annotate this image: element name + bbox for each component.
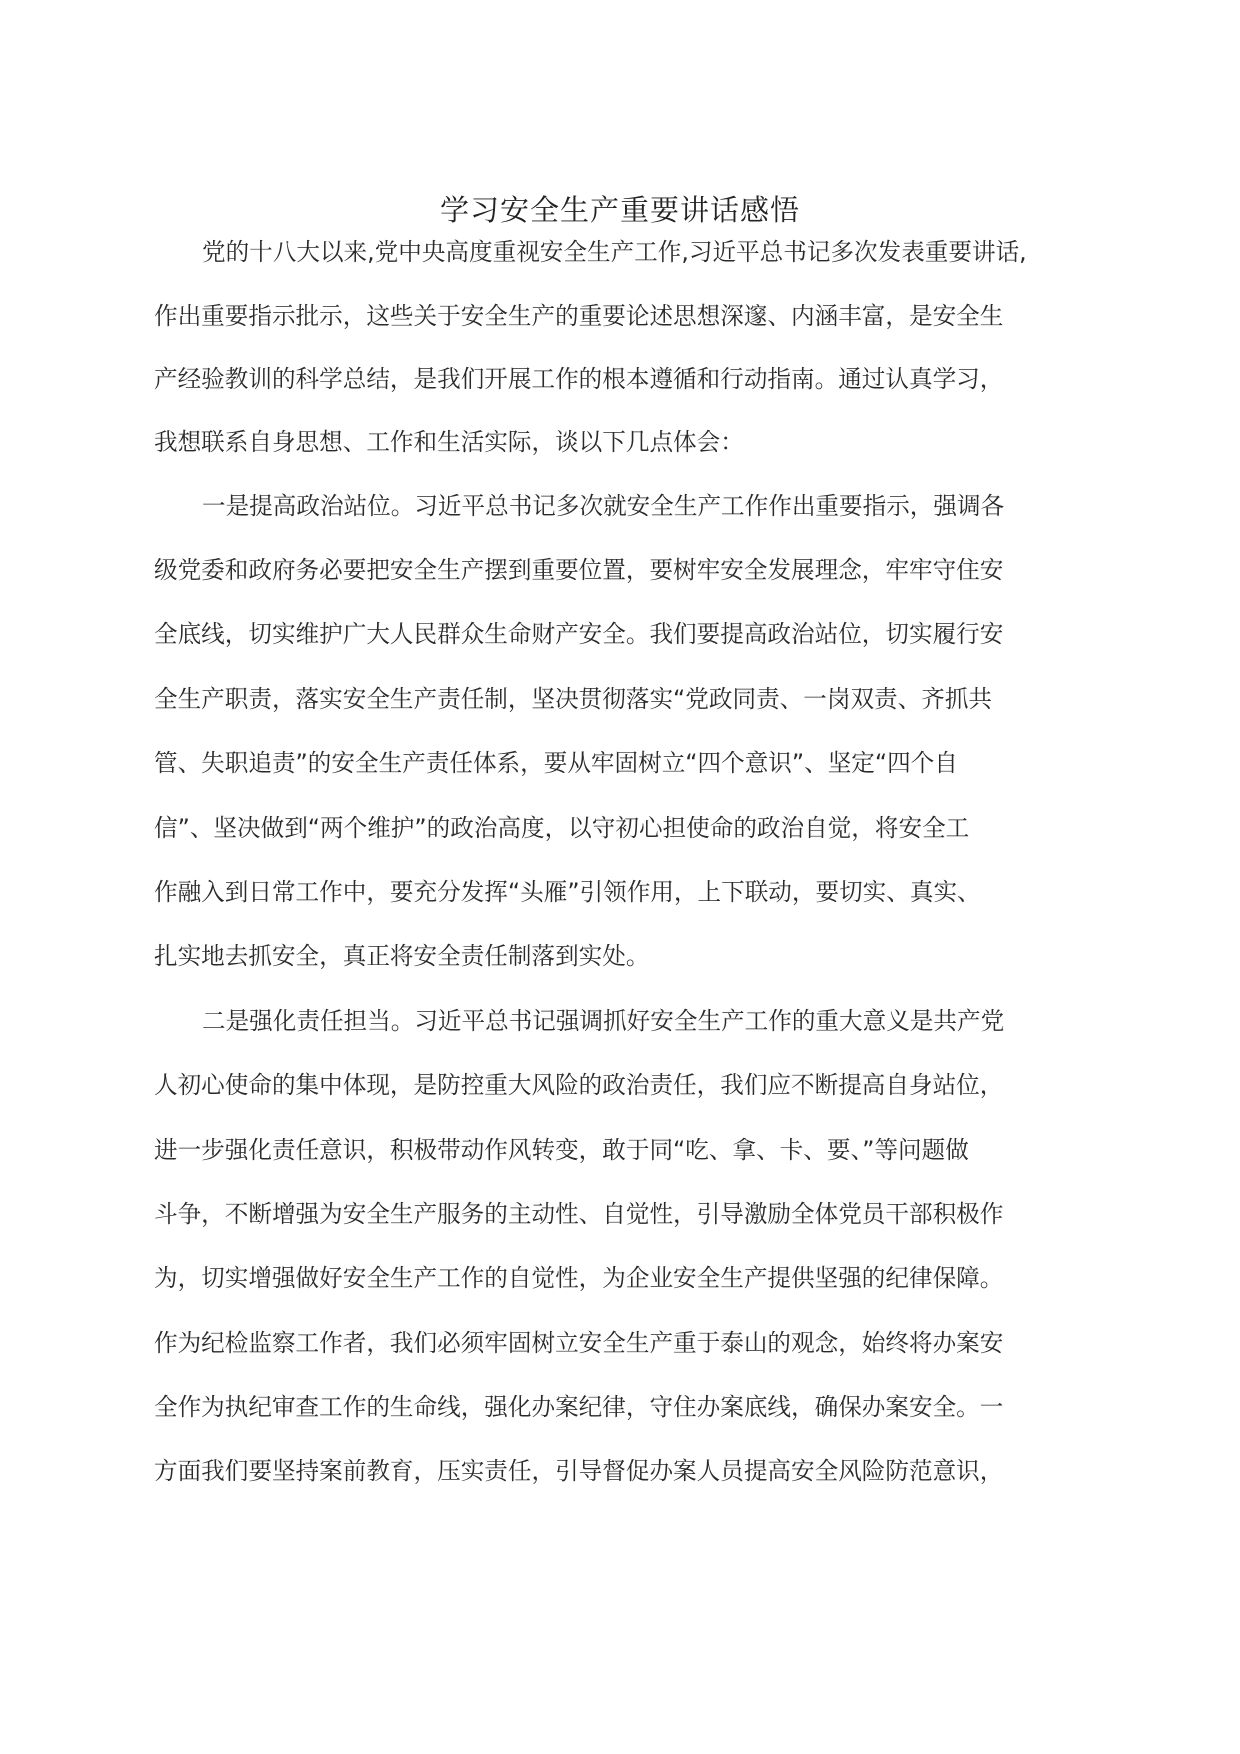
text-line: 信”、坚决做到“两个维护”的政治高度，以守初心担使命的政治自觉，将安全工: [154, 814, 970, 842]
text-line: 斗争，不断增强为安全生产服务的主动性、自觉性，引导激励全体党员干部积极作: [154, 1200, 1004, 1228]
text-line: 级党委和政府务必要把安全生产摆到重要位置，要树牢安全发展理念，牢牢守住安: [154, 556, 1004, 584]
document-title: 学习安全生产重要讲话感悟: [439, 193, 800, 227]
text-line: 一是提高政治站位。习近平总书记多次就安全生产工作作出重要指示，强调各: [202, 492, 1005, 520]
text-line: 产经验教训的科学总结，是我们开展工作的根本遵循和行动指南。通过认真学习，: [154, 365, 1004, 393]
text-line: 作出重要指示批示，这些关于安全生产的重要论述思想深邃、内涵丰富，是安全生: [154, 302, 1004, 330]
text-line: 作为纪检监察工作者，我们必须牢固树立安全生产重于泰山的观念，始终将办案安: [154, 1329, 1004, 1357]
text-line: 全生产职责，落实安全生产责任制，坚决贯彻落实“党政同责、一岗双责、齐抓共: [154, 685, 993, 713]
text-line: 二是强化责任担当。习近平总书记强调抓好安全生产工作的重大意义是共产党: [202, 1007, 1005, 1035]
text-line: 全作为执纪审查工作的生命线，强化办案纪律，守住办案底线，确保办案安全。一: [154, 1393, 1004, 1421]
text-line: 扎实地去抓安全，真正将安全责任制落到实处。: [154, 942, 650, 970]
text-line: 为，切实增强做好安全生产工作的自觉性，为企业安全生产提供坚强的纪律保障。: [154, 1264, 1004, 1292]
text-line: 进一步强化责任意识，积极带动作风转变，敢于同“吃、拿、卡、要、”等问题做: [154, 1136, 969, 1164]
text-line: 人初心使命的集中体现，是防控重大风险的政治责任，我们应不断提高自身站位，: [154, 1071, 1004, 1099]
text-line: 我想联系自身思想、工作和生活实际，谈以下几点体会：: [154, 428, 744, 456]
text-line: 管、失职追责”的安全生产责任体系，要从牢固树立“四个意识”、坚定“四个自: [154, 749, 958, 777]
text-line: 方面我们要坚持案前教育，压实责任，引导督促办案人员提高安全风险防范意识，: [154, 1457, 1004, 1485]
text-line: 全底线，切实维护广大人民群众生命财产安全。我们要提高政治站位，切实履行安: [154, 620, 1004, 648]
text-line: 党的十八大以来,党中央高度重视安全生产工作,习近平总书记多次发表重要讲话,: [202, 238, 1027, 266]
text-line: 作融入到日常工作中，要充分发挥“头雁”引领作用，上下联动，要切实、真实、: [154, 878, 981, 906]
